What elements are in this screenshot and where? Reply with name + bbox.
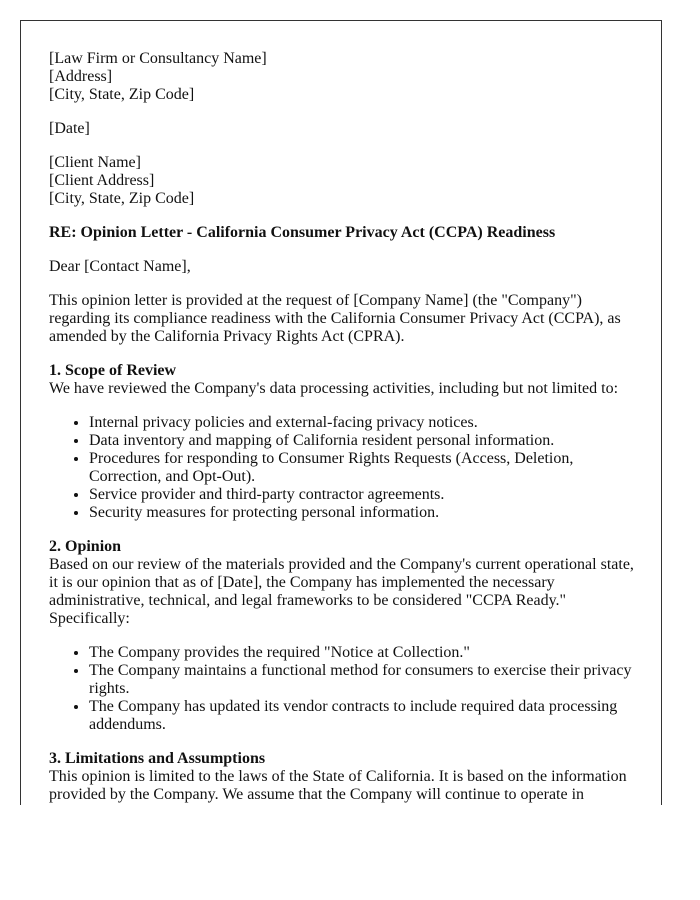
letter-date: [Date] (49, 120, 90, 137)
recipient-block (49, 154, 639, 208)
section-text: This opinion is limited to the laws of the State of California. It is based on the information provided by the Company. We assume that the Company will continue to operate in (49, 768, 627, 803)
section-opinion (49, 538, 639, 734)
sender-block (49, 50, 639, 104)
section-scope (49, 362, 639, 522)
sender-address: [Address] (49, 68, 113, 85)
sender-city: [City, State, Zip Code] (49, 86, 195, 103)
sender-name: [Law Firm or Consultancy Name] (49, 50, 267, 67)
recipient-city: [City, State, Zip Code] (49, 190, 195, 207)
recipient-name: [Client Name] (49, 154, 141, 171)
list-item: • Internal privacy policies and external-facing privacy notices. (89, 414, 639, 432)
section-heading: 1. Scope of Review (49, 362, 177, 379)
recipient-address: [Client Address] (49, 172, 155, 189)
section-heading: 3. Limitations and Assumptions (49, 750, 266, 767)
list-item: • The Company provides the required "Notice at Collection." (89, 644, 639, 662)
list-item: • Procedures for responding to Consumer Rights Requests (Access, Deletion, Correction, and Opt-Out). (89, 450, 639, 486)
section-heading: 2. Opinion (49, 538, 122, 555)
salutation: Dear [Contact Name], (49, 258, 191, 275)
list-item: • Service provider and third-party contractor agreements. (89, 486, 639, 504)
scope-list (49, 414, 639, 522)
letter-content (49, 50, 639, 804)
list-item: • Data inventory and mapping of California resident personal information. (89, 432, 639, 450)
section-limitations (49, 750, 639, 804)
list-item: • Security measures for protecting personal information. (89, 504, 639, 522)
list-item: • The Company has updated its vendor contracts to include required data processing addendums. (89, 698, 639, 734)
section-text: Based on our review of the materials provided and the Company's current operational state, it is our opinion that as of [Date], the Company has implemented the necessary administrative, technical, and legal frameworks to be considered "CCPA Ready." Specifically: (49, 556, 634, 627)
section-text: We have reviewed the Company's data processing activities, including but not limited to: (49, 380, 619, 397)
letter-page (20, 20, 662, 805)
opinion-list (49, 644, 639, 734)
subject-line: RE: Opinion Letter - California Consumer Privacy Act (CCPA) Readiness (49, 224, 556, 241)
intro-paragraph: This opinion letter is provided at the request of [Company Name] (the "Company") regarding its compliance readiness with the California Consumer Privacy Act (CCPA), as amended by the California Privacy Rights Act (CPRA). (49, 292, 621, 345)
list-item: • The Company maintains a functional method for consumers to exercise their privacy rights. (89, 662, 639, 698)
